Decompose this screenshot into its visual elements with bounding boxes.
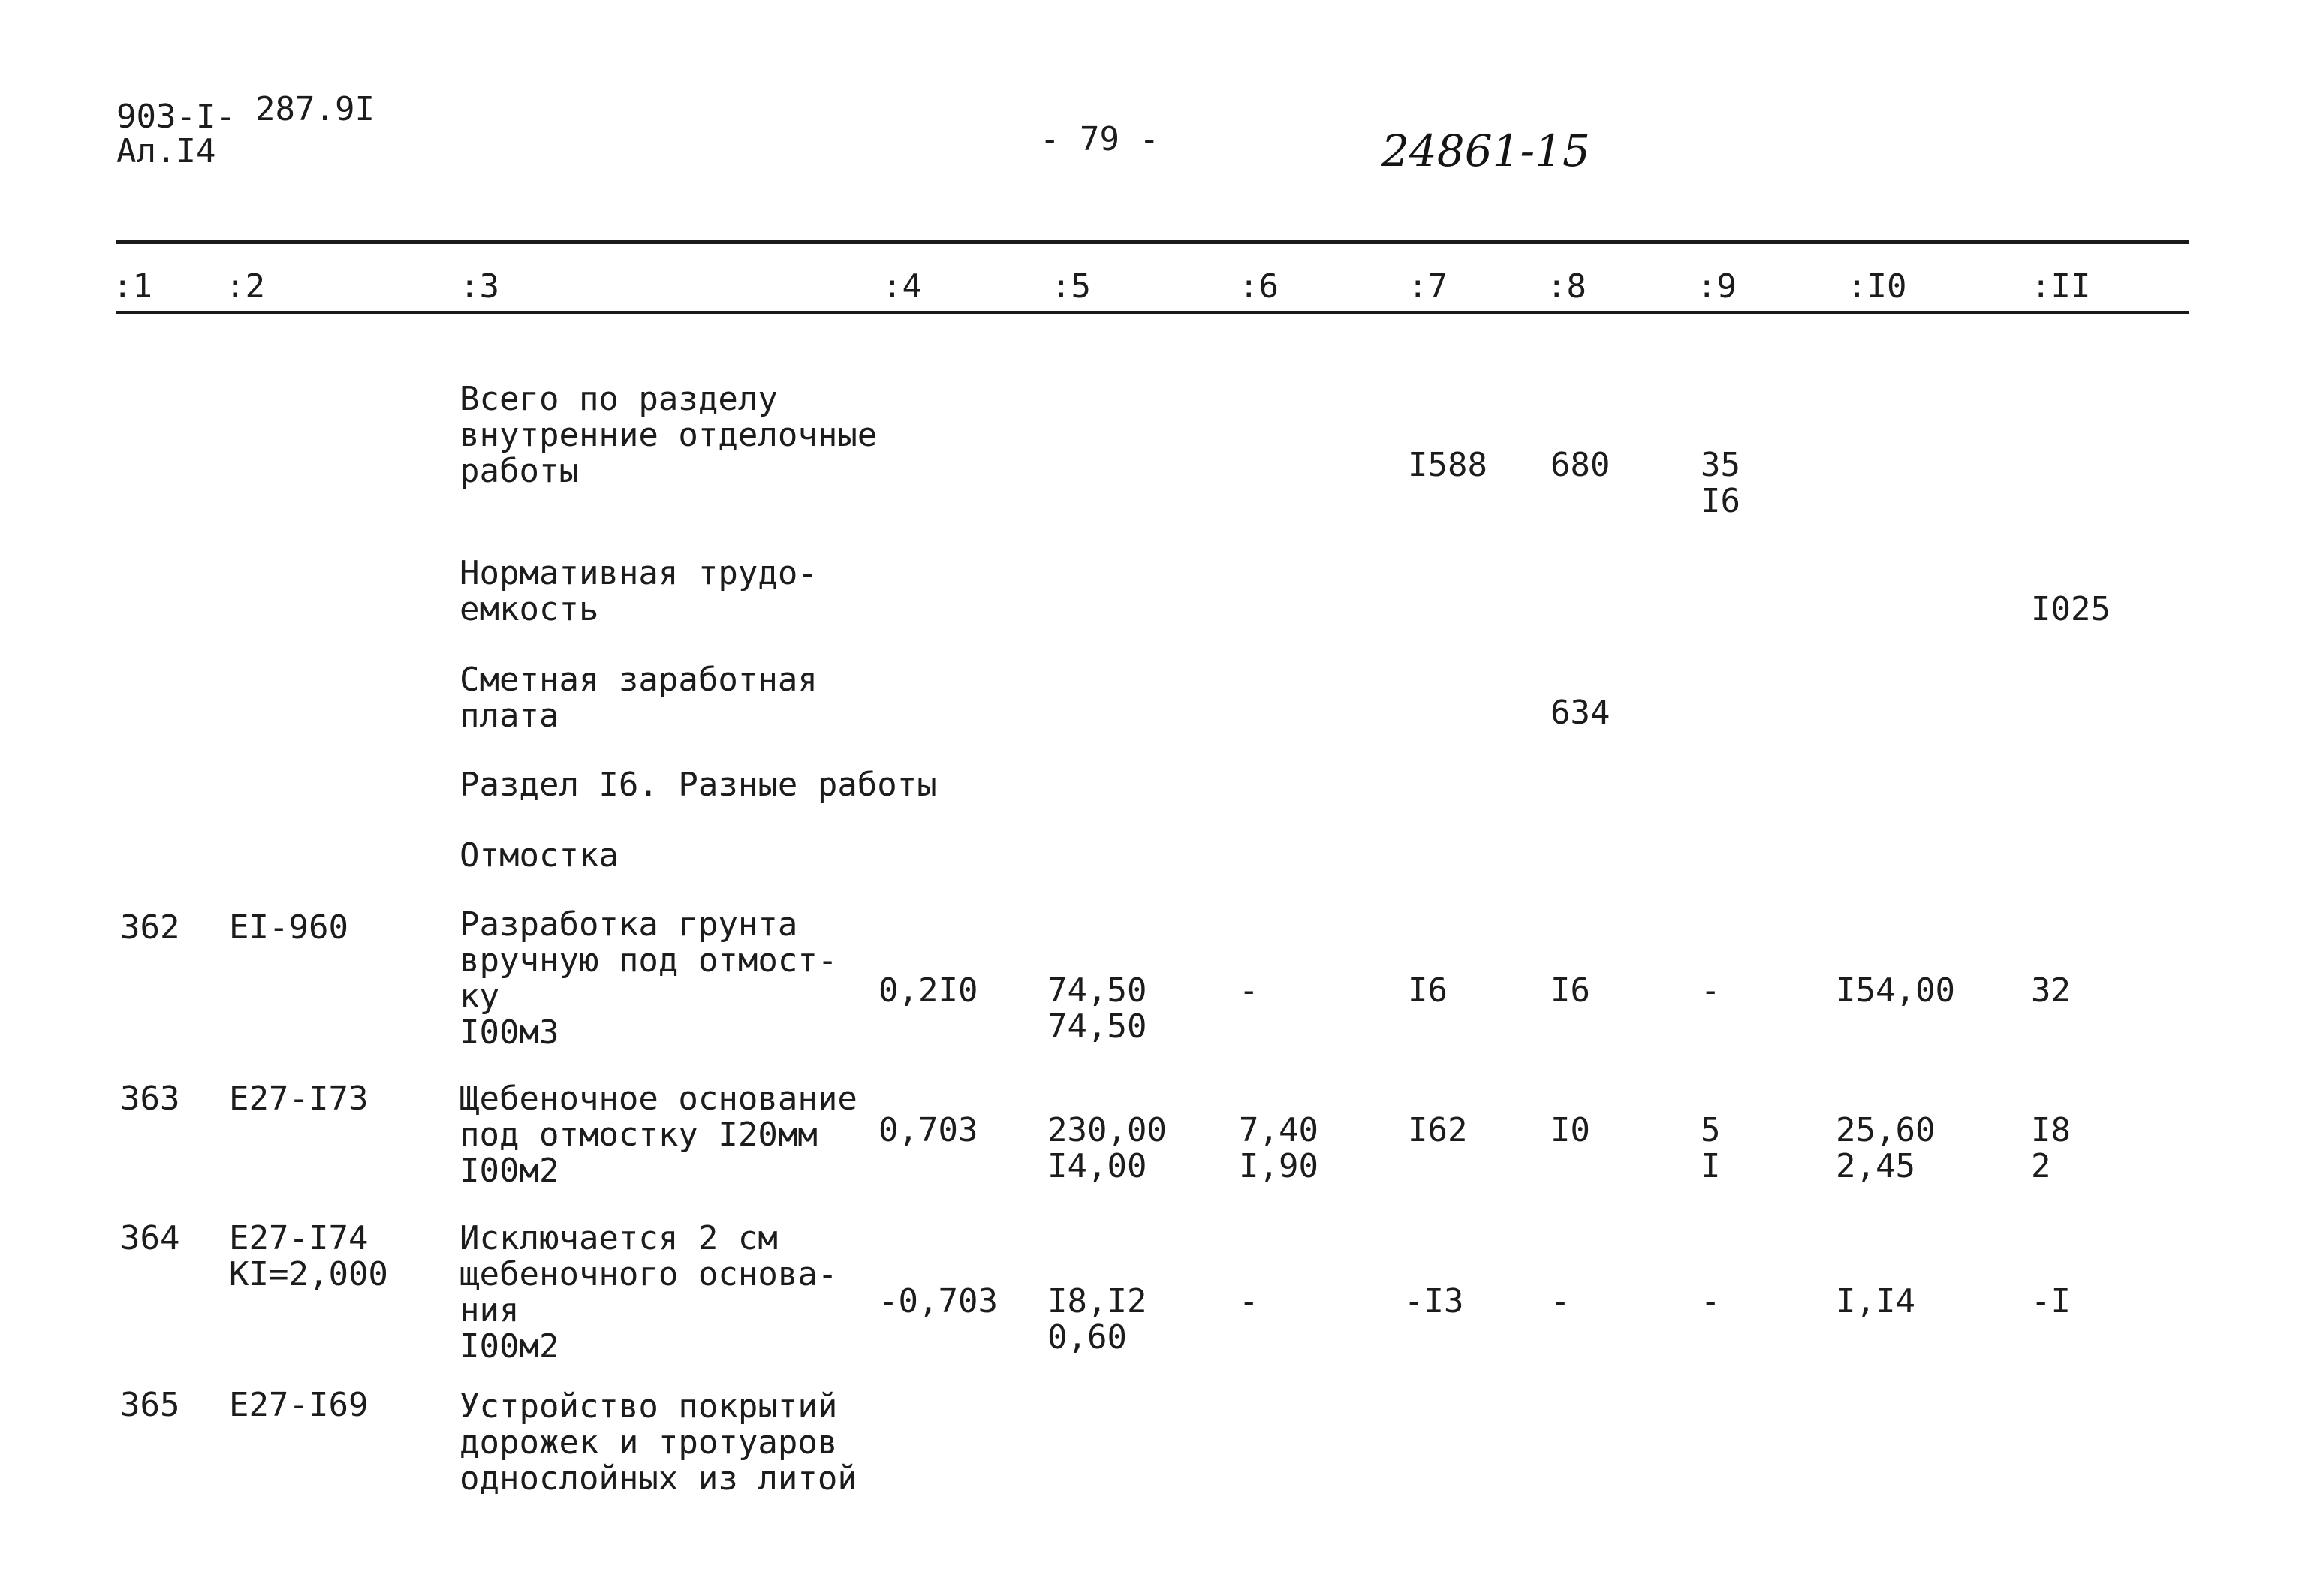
- cell-col7: I62: [1408, 1111, 1468, 1149]
- column-header-8: :8: [1547, 267, 1586, 306]
- cell-col7: I588: [1408, 446, 1487, 484]
- cell-col4: 0,703: [878, 1111, 978, 1149]
- cell-col8: 680: [1550, 446, 1610, 484]
- cell-col10: I,I4: [1836, 1282, 1915, 1320]
- handwritten-number: 24861-15: [1381, 125, 1590, 176]
- column-header-1: :1: [113, 267, 152, 306]
- column-header-10: :I0: [1847, 267, 1907, 306]
- row-number: 364: [120, 1219, 180, 1257]
- row-description: Нормативная трудо- емкость: [459, 554, 818, 628]
- cell-col6: 7,40 I,90: [1239, 1111, 1318, 1185]
- column-header-4: :4: [882, 267, 922, 306]
- column-header-6: :6: [1239, 267, 1279, 306]
- cell-col9: -: [1701, 971, 1721, 1010]
- row-description: Сметная заработная плата: [459, 661, 818, 735]
- row-number: 363: [120, 1080, 180, 1118]
- column-header-11: :II: [2031, 267, 2091, 306]
- cell-col9: 5 I: [1701, 1111, 1721, 1185]
- row-code: E27-I69: [229, 1386, 369, 1424]
- column-header-5: :5: [1051, 267, 1091, 306]
- row-code: EI-960: [229, 908, 348, 947]
- cell-col9: 35 I6: [1701, 446, 1740, 520]
- cell-col4: 0,2I0: [878, 971, 978, 1010]
- document-code: 903-I-: [116, 98, 236, 136]
- row-code: E27-I74 KI=2,000: [229, 1219, 388, 1293]
- cell-col8: -: [1550, 1282, 1571, 1320]
- row-description: Устройство покрытий дорожек и тротуаров однослойных из литой: [459, 1387, 857, 1498]
- cell-col5: 230,00 I4,00: [1047, 1111, 1167, 1185]
- cell-col10: 25,60 2,45: [1836, 1111, 1936, 1185]
- row-description: Щебеночное основание под отмостку I20мм I00м2: [459, 1080, 857, 1190]
- cell-col10: I54,00: [1836, 971, 1955, 1010]
- row-code: E27-I73: [229, 1080, 369, 1118]
- row-description: Разработка грунта вручную под отмост- ку I00м3: [459, 905, 838, 1052]
- document-code-suffix: 287.9I: [255, 90, 375, 128]
- cell-col5: 74,50 74,50: [1047, 971, 1147, 1046]
- cell-col6: -: [1239, 971, 1259, 1010]
- cell-col6: -: [1239, 1282, 1259, 1320]
- album-number: Ал.I4: [116, 132, 216, 170]
- cell-col8: I0: [1550, 1111, 1590, 1149]
- cell-col11: -I: [2031, 1282, 2071, 1320]
- row-description: Всего по разделу внутренние отделочные работы: [459, 380, 878, 490]
- section-heading: Раздел I6. Разные работы: [459, 766, 937, 804]
- subsection-heading: Отмостка: [459, 836, 619, 875]
- cell-col11: 32: [2031, 971, 2071, 1010]
- cell-col11: I025: [2031, 590, 2111, 628]
- column-header-9: :9: [1697, 267, 1737, 306]
- header-bottom-rule: [116, 311, 2189, 314]
- row-number: 362: [120, 908, 180, 947]
- cell-col8: I6: [1550, 971, 1590, 1010]
- cell-col8: 634: [1550, 694, 1610, 732]
- page-number: - 79 -: [1040, 120, 1159, 158]
- column-header-7: :7: [1408, 267, 1448, 306]
- cell-col11: I8 2: [2031, 1111, 2071, 1185]
- cell-col7: I6: [1408, 971, 1448, 1010]
- cell-col7: -I3: [1404, 1282, 1464, 1320]
- header-top-rule: [116, 240, 2189, 244]
- column-header-2: :2: [225, 267, 265, 306]
- column-header-3: :3: [459, 267, 499, 306]
- cell-col9: -: [1701, 1282, 1721, 1320]
- row-description: Исключается 2 см щебеночного основа- ния I00м2: [459, 1219, 838, 1366]
- cell-col4: -0,703: [878, 1282, 998, 1320]
- row-number: 365: [120, 1386, 180, 1424]
- cell-col5: I8,I2 0,60: [1047, 1282, 1147, 1357]
